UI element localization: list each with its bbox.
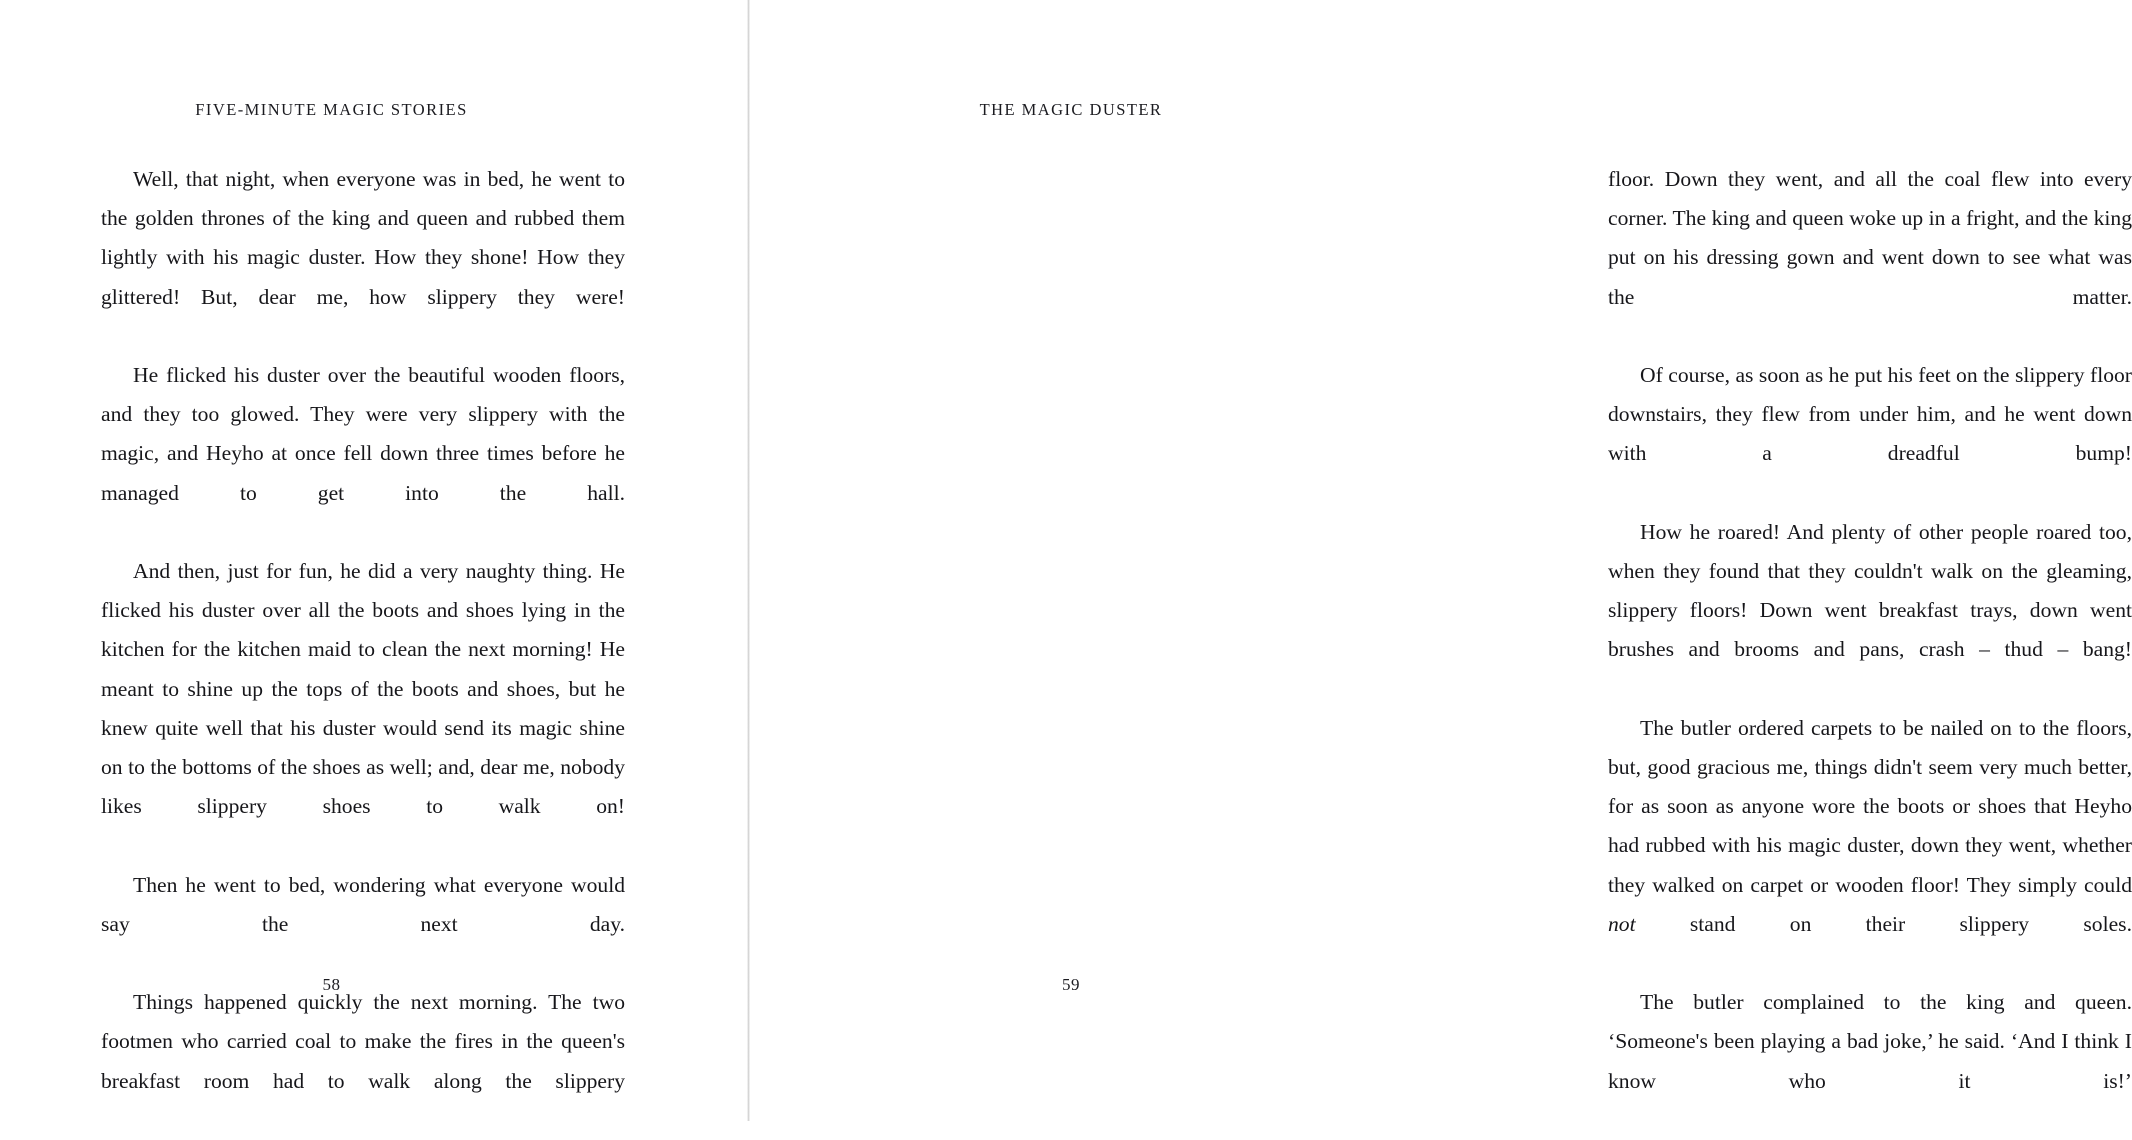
paragraph: Well, that night, when everyone was in bed, he went to the golden thrones of the king and queen and rubbed them lightly with his magic duster. How they shone! How they glittered! But, dear me, how slippery they were! [101, 167, 625, 309]
paragraph-with-emphasis: The butler ordered carpets to be nailed on to the floors, but, good gracious me, things didn't seem very much better, for as soon as anyone wore the boots or shoes that Heyho had rubbed with his magic duster, down they went, whether they walked on carpet or wooden floor! They simply could not stand on their slippery soles. [1608, 715, 2132, 936]
paragraph: floor. Down they went, and all the coal flew into every corner. The king and queen woke up in a fright, and the king put on his dressing gown and went down to see what was the matter. [1608, 167, 2132, 309]
paragraph: Things happened quickly the next morning. The two footmen who carried coal to make the fires in the queen's breakfast room had to walk along the slippery [101, 990, 625, 1093]
emphasised-word: not [1608, 911, 1636, 936]
paragraph: Then he went to bed, wondering what everyone would say the next day. [101, 872, 625, 936]
paragraph: Of course, as soon as he put his feet on the slippery floor downstairs, they flew from under him, and he went down with a dreadful bump! [1608, 363, 2132, 466]
paragraph: The butler complained to the king and queen. ‘Someone's been playing a bad joke,’ he said. ‘And I think I know who it is!’ [1608, 990, 2132, 1093]
left-page-folio: 58 [322, 975, 341, 994]
left-page [0, 0, 747, 1121]
right-page-running-head: THE MAGIC DUSTER [979, 100, 1163, 119]
paragraph: He flicked his duster over the beautiful wooden floors, and they too glowed. They were very slippery with the magic, and Heyho at once fell down three times before he managed to get into the hall. [101, 363, 625, 505]
right-page-text-column [1608, 160, 2132, 1140]
right-page [750, 0, 2132, 1121]
right-page-folio: 59 [1062, 975, 1080, 994]
paragraph: How he roared! And plenty of other people roared too, when they found that they couldn't walk on the gleaming, slippery floors! Down went breakfast trays, down went brushes and brooms and pans, crash – thud – bang! [1608, 519, 2132, 662]
paragraph: And then, just for fun, he did a very naughty thing. He flicked his duster over all the boots and shoes lying in the kitchen for the kitchen maid to clean the next morning! He meant to shine up the tops of the boots and shoes, but he knew quite well that his duster would send its magic shine on to the bottoms of the shoes as well; and, dear me, nobody likes slippery shoes to walk on! [101, 559, 625, 819]
left-page-running-head: FIVE-MINUTE MAGIC STORIES [195, 100, 468, 119]
